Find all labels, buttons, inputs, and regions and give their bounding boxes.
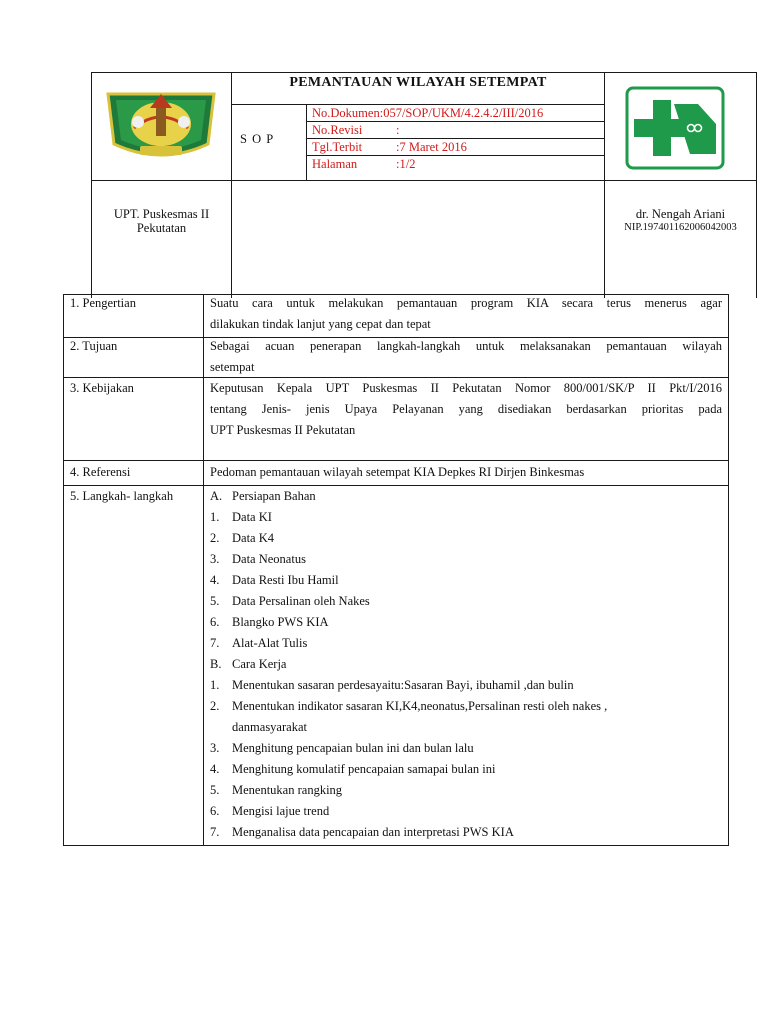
row-text-kebijakan-line1: Keputusan Kepala UPT Puskesmas II Pekutatan Nomor 800/001/SK/P II Pkt/I/2016 bbox=[210, 381, 722, 395]
list-item: 7. Alat-Alat Tulis bbox=[210, 636, 308, 650]
signer-name: dr. Nengah Ariani bbox=[635, 207, 726, 221]
row-text-kebijakan-line3: UPT Puskesmas II Pekutatan bbox=[210, 423, 356, 437]
list-item: danmasyarakat bbox=[232, 720, 307, 734]
sop-label: S O P bbox=[240, 132, 275, 146]
meta-row-document-number: No.Dokumen:057/SOP/UKM/4.2.4.2/III/2016 bbox=[312, 106, 544, 120]
row-label-kebijakan: 3. Kebijakan bbox=[70, 381, 134, 395]
meta-row-page: Halaman :1/2 bbox=[312, 157, 416, 171]
institution-name: UPT. Puskesmas II Pekutatan bbox=[113, 207, 210, 235]
row-text-pengertian-line2: dilakukan tindak lanjut yang cepat dan tepat bbox=[210, 317, 431, 331]
meta-row-issue-date: Tgl.Terbit :7 Maret 2016 bbox=[312, 140, 467, 154]
list-item: 2. Data K4 bbox=[210, 531, 274, 545]
row-label-tujuan: 2. Tujuan bbox=[70, 339, 118, 353]
list-item: 5. Data Persalinan oleh Nakes bbox=[210, 594, 370, 608]
list-item: 1. Menentukan sasaran perdesayaitu:Sasaran Bayi, ibuhamil ,dan bulin bbox=[210, 678, 574, 692]
row-text-tujuan-line2: setempat bbox=[210, 360, 255, 374]
puskesmas-logo-icon bbox=[618, 86, 732, 170]
list-item: 6. Mengisi lajue trend bbox=[210, 804, 330, 818]
row-text-tujuan-line1: Sebagai acuan penerapan langkah-langkah untuk melaksanakan pemantauan wilayah bbox=[210, 339, 722, 353]
list-item: 5. Menentukan rangking bbox=[210, 783, 343, 797]
row-label-referensi: 4. Referensi bbox=[70, 465, 131, 479]
list-item: 4. Menghitung komulatif pencapaian samapai bulan ini bbox=[210, 762, 496, 776]
meta-row-revision: No.Revisi : bbox=[312, 123, 400, 137]
list-item: 1. Data KI bbox=[210, 510, 272, 524]
row-label-pengertian: 1. Pengertian bbox=[70, 296, 136, 310]
list-item: 4. Data Resti Ibu Hamil bbox=[210, 573, 339, 587]
list-item: B. Cara Kerja bbox=[210, 657, 287, 671]
list-item: 2. Menentukan indikator sasaran KI,K4,neonatus,Persalinan resti oleh nakes , bbox=[210, 699, 608, 713]
list-item: 3. Data Neonatus bbox=[210, 552, 306, 566]
list-item: A. Persiapan Bahan bbox=[210, 489, 316, 503]
list-item: 7. Menganalisa data pencapaian dan interpretasi PWS KIA bbox=[210, 825, 514, 839]
regency-emblem-icon bbox=[104, 86, 218, 166]
row-text-pengertian-line1: Suatu cara untuk melakukan pemantauan program KIA secara terus menerus agar bbox=[210, 296, 722, 310]
list-item: 6. Blangko PWS KIA bbox=[210, 615, 329, 629]
row-label-langkah: 5. Langkah- langkah bbox=[70, 489, 174, 503]
signer-nip: NIP.197401162006042003 bbox=[624, 222, 737, 233]
document-title: PEMANTAUAN WILAYAH SETEMPAT bbox=[289, 75, 547, 90]
list-item: 3. Menghitung pencapaian bulan ini dan bulan lalu bbox=[210, 741, 474, 755]
row-text-referensi-line1: Pedoman pemantauan wilayah setempat KIA Depkes RI Dirjen Binkesmas bbox=[210, 465, 585, 479]
row-text-kebijakan-line2: tentang Jenis- jenis Upaya Pelayanan yang disediakan berdasarkan prioritas pada bbox=[210, 402, 722, 416]
